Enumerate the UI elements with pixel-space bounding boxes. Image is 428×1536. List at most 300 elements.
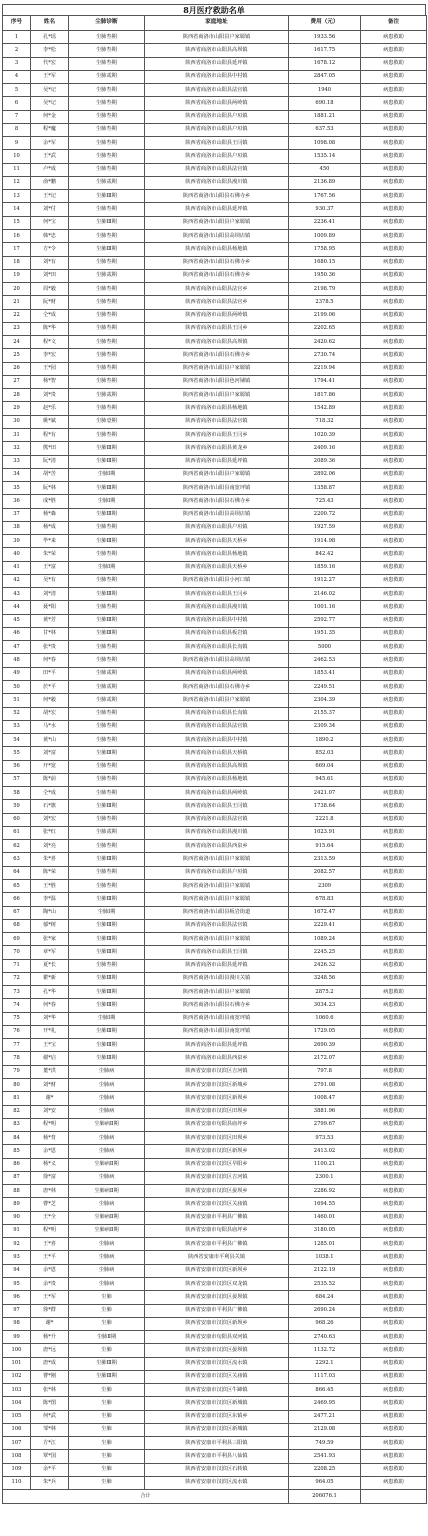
cost-amount: 3180.05 bbox=[289, 1224, 361, 1237]
cost-amount: 2229.41 bbox=[289, 919, 361, 932]
cost-amount: 2245.25 bbox=[289, 946, 361, 959]
diagnosis: 尘肺叁期 bbox=[69, 641, 145, 654]
row-index: 58 bbox=[3, 787, 31, 800]
table-row bbox=[3, 428, 427, 441]
diagnosis: 尘肺 bbox=[69, 1317, 145, 1330]
cost-amount: 2200.72 bbox=[289, 508, 361, 521]
table-row bbox=[3, 150, 427, 163]
patient-name: 王*全 bbox=[31, 1211, 69, 1224]
table-row bbox=[3, 442, 427, 455]
diagnosis: 尘肺病 bbox=[69, 1251, 145, 1264]
cost-amount: 842.42 bbox=[289, 548, 361, 561]
table-row bbox=[3, 959, 427, 972]
row-index: 20 bbox=[3, 283, 31, 296]
cost-amount: 1098.08 bbox=[289, 137, 361, 150]
row-index: 74 bbox=[3, 999, 31, 1012]
patient-name: 仝*成 bbox=[31, 309, 69, 322]
home-address: 陕西省商洛市山阳县高坝店镇 bbox=[145, 229, 289, 242]
diagnosis: 尘肺贰期 bbox=[69, 667, 145, 680]
table-row bbox=[3, 747, 427, 760]
cost-amount: 2413.02 bbox=[289, 1145, 361, 1158]
remark: 病患救助 bbox=[361, 1171, 427, 1184]
row-index: 32 bbox=[3, 442, 31, 455]
cost-amount: 1542.89 bbox=[289, 402, 361, 415]
row-index: 62 bbox=[3, 840, 31, 853]
home-address: 陕西省安康市汉滨区新坝乡 bbox=[145, 1145, 289, 1158]
diagnosis: 尘肺贰期 bbox=[69, 826, 145, 839]
cost-amount: 915.64 bbox=[289, 840, 361, 853]
home-address: 陕西省商洛市山阳县高坝镇 bbox=[145, 44, 289, 57]
header-index: 序号 bbox=[3, 16, 31, 31]
remark: 病患救助 bbox=[361, 44, 427, 57]
row-index: 38 bbox=[3, 521, 31, 534]
home-address: 陕西省商洛市山阳县杨地镇 bbox=[145, 548, 289, 561]
remark: 病患救助 bbox=[361, 1331, 427, 1344]
diagnosis: 尘肺叁期 bbox=[69, 296, 145, 309]
home-address: 陕西省商洛市山阳县南宽坪镇 bbox=[145, 1025, 289, 1038]
diagnosis: 尘肺病Ⅱ期 bbox=[69, 1158, 145, 1171]
cost-amount: 1912.27 bbox=[289, 574, 361, 587]
table-row bbox=[3, 176, 427, 189]
diagnosis: 尘肺 bbox=[69, 1463, 145, 1476]
remark: 病患救助 bbox=[361, 986, 427, 999]
patient-name: 程*明 bbox=[31, 1118, 69, 1131]
patient-name: 刘*财 bbox=[31, 1078, 69, 1091]
remark: 病患救助 bbox=[361, 57, 427, 70]
remark: 病患救助 bbox=[361, 641, 427, 654]
diagnosis: 尘肺叁期 bbox=[69, 773, 145, 786]
patient-name: 刘*付 bbox=[31, 203, 69, 216]
cost-amount: 2309.34 bbox=[289, 720, 361, 733]
patient-name: 刘*宏 bbox=[31, 813, 69, 826]
home-address: 陕西省商洛市山阳县户家塬镇 bbox=[145, 362, 289, 375]
cost-amount: 1001.16 bbox=[289, 601, 361, 614]
remark: 病患救助 bbox=[361, 508, 427, 521]
relief-list-table bbox=[2, 15, 427, 1504]
row-index: 90 bbox=[3, 1211, 31, 1224]
home-address: 陕西省商洛市山阳县西泉乡 bbox=[145, 1052, 289, 1065]
patient-name: 唐*远 bbox=[31, 1344, 69, 1357]
diagnosis: 尘肺贰期 bbox=[69, 681, 145, 694]
home-address: 陕西省商洛市山阳县南宽坪镇 bbox=[145, 1012, 289, 1025]
cost-amount: 2136.89 bbox=[289, 176, 361, 189]
home-address: 陕西省商洛市山阳县户家塬镇 bbox=[145, 694, 289, 707]
cost-amount: 749.59 bbox=[289, 1437, 361, 1450]
home-address: 陕西省商洛市山阳县户家塬镇 bbox=[145, 216, 289, 229]
cost-amount: 2462.53 bbox=[289, 654, 361, 667]
patient-name: 朱*荣 bbox=[31, 548, 69, 561]
cost-amount: 1859.16 bbox=[289, 561, 361, 574]
patient-name: 何*武 bbox=[31, 1410, 69, 1423]
home-address: 陕西省安康市汉滨区田坝乡 bbox=[145, 1132, 289, 1145]
row-index: 85 bbox=[3, 1145, 31, 1158]
remark: 病患救助 bbox=[361, 309, 427, 322]
cost-amount: 2690.24 bbox=[289, 1304, 361, 1317]
table-row bbox=[3, 163, 427, 176]
patient-name: 姚*斌 bbox=[31, 415, 69, 428]
patient-name: 王*军 bbox=[31, 1291, 69, 1304]
diagnosis: 尘肺叁期 bbox=[69, 574, 145, 587]
remark: 病患救助 bbox=[361, 296, 427, 309]
table-row bbox=[3, 455, 427, 468]
cost-amount: 2304.39 bbox=[289, 694, 361, 707]
remark: 病患救助 bbox=[361, 468, 427, 481]
remark: 病患救助 bbox=[361, 1025, 427, 1038]
cost-amount: 678.83 bbox=[289, 893, 361, 906]
diagnosis: 尘肺叁期 bbox=[69, 880, 145, 893]
row-index: 6 bbox=[3, 97, 31, 110]
table-row bbox=[3, 986, 427, 999]
remark: 病患救助 bbox=[361, 654, 427, 667]
diagnosis: 尘肺Ⅲ期 bbox=[69, 972, 145, 985]
diagnosis: 尘肺叁期 bbox=[69, 84, 145, 97]
diagnosis: 尘肺贰期 bbox=[69, 694, 145, 707]
remark: 病患救助 bbox=[361, 880, 427, 893]
patient-name: 张*贵 bbox=[31, 641, 69, 654]
table-row bbox=[3, 389, 427, 402]
cost-amount: 1008.47 bbox=[289, 1092, 361, 1105]
cost-amount: 1794.41 bbox=[289, 375, 361, 388]
diagnosis: 尘肺叁期 bbox=[69, 203, 145, 216]
home-address: 陕西省商洛市山阳县天桥乡 bbox=[145, 535, 289, 548]
remark: 病患救助 bbox=[361, 521, 427, 534]
table-header-row bbox=[3, 16, 427, 31]
home-address: 陕西省安康市汉滨区早阳乡 bbox=[145, 1158, 289, 1171]
remark: 病患救助 bbox=[361, 229, 427, 242]
row-index: 17 bbox=[3, 243, 31, 256]
diagnosis: 尘肺病 bbox=[69, 1065, 145, 1078]
header-address: 家庭地址 bbox=[145, 16, 289, 31]
patient-name: 熊*田 bbox=[31, 442, 69, 455]
diagnosis: 尘肺叁期 bbox=[69, 760, 145, 773]
row-index: 95 bbox=[3, 1277, 31, 1290]
table-row bbox=[3, 296, 427, 309]
cost-amount: 2799.67 bbox=[289, 1118, 361, 1131]
row-index: 40 bbox=[3, 548, 31, 561]
cost-amount: 1758.95 bbox=[289, 243, 361, 256]
home-address: 陕西省商洛市山阳县中村镇 bbox=[145, 734, 289, 747]
patient-name: 杨*育 bbox=[31, 1132, 69, 1145]
row-index: 64 bbox=[3, 866, 31, 879]
header-diagnosis: 尘肺诊断 bbox=[69, 16, 145, 31]
row-index: 12 bbox=[3, 176, 31, 189]
table-row bbox=[3, 283, 427, 296]
row-index: 73 bbox=[3, 986, 31, 999]
patient-name: 石*旗 bbox=[31, 800, 69, 813]
table-row bbox=[3, 946, 427, 959]
remark: 病患救助 bbox=[361, 919, 427, 932]
cost-amount: 2690.39 bbox=[289, 1039, 361, 1052]
remark: 病患救助 bbox=[361, 906, 427, 919]
patient-name: 开*礼 bbox=[31, 1025, 69, 1038]
home-address: 陕西省安康市汉滨区关庙镇 bbox=[145, 1198, 289, 1211]
cost-amount: 2208.25 bbox=[289, 1463, 361, 1476]
patient-name: 刘*亮 bbox=[31, 840, 69, 853]
cost-amount: 1358.87 bbox=[289, 482, 361, 495]
patient-name: 马*水 bbox=[31, 720, 69, 733]
cost-amount: 1089.24 bbox=[289, 933, 361, 946]
home-address: 陕西省商洛市山阳县石佛寺乡 bbox=[145, 495, 289, 508]
patient-name: 杨*森 bbox=[31, 508, 69, 521]
table-row bbox=[3, 362, 427, 375]
patient-name: 周*毅 bbox=[31, 283, 69, 296]
cost-amount: 1881.21 bbox=[289, 110, 361, 123]
home-address: 陕西省商洛市山阳县中村镇 bbox=[145, 614, 289, 627]
remark: 病患救助 bbox=[361, 760, 427, 773]
patient-name: 李*宏 bbox=[31, 349, 69, 362]
table-row bbox=[3, 1384, 427, 1397]
remark: 病患救助 bbox=[361, 1052, 427, 1065]
patient-name: 卢*成 bbox=[31, 163, 69, 176]
table-row bbox=[3, 1437, 427, 1450]
cost-amount: 1285.01 bbox=[289, 1238, 361, 1251]
diagnosis: 尘肺叁期 bbox=[69, 428, 145, 441]
cost-amount: 2892.06 bbox=[289, 468, 361, 481]
remark: 病患救助 bbox=[361, 667, 427, 680]
remark: 病患救助 bbox=[361, 1211, 427, 1224]
remark: 病患救助 bbox=[361, 389, 427, 402]
row-index: 71 bbox=[3, 959, 31, 972]
table-row bbox=[3, 1039, 427, 1052]
remark: 病患救助 bbox=[361, 614, 427, 627]
patient-name: 张*红 bbox=[31, 826, 69, 839]
row-index: 26 bbox=[3, 362, 31, 375]
cost-amount: 1617.75 bbox=[289, 44, 361, 57]
cost-amount: 2409.16 bbox=[289, 442, 361, 455]
cost-amount: 968.26 bbox=[289, 1317, 361, 1330]
remark: 病患救助 bbox=[361, 800, 427, 813]
home-address: 陕西省商洛市山阳县石佛寺乡 bbox=[145, 269, 289, 282]
diagnosis: 尘肺病Ⅱ期 bbox=[69, 1224, 145, 1237]
cost-amount: 690.18 bbox=[289, 97, 361, 110]
table-row bbox=[3, 402, 427, 415]
cost-amount: 2420.62 bbox=[289, 336, 361, 349]
patient-name: 吴*有 bbox=[31, 574, 69, 587]
remark: 病患救助 bbox=[361, 455, 427, 468]
patient-name: 程*明 bbox=[31, 1224, 69, 1237]
cost-amount: 1020.39 bbox=[289, 428, 361, 441]
patient-name: 徐*富 bbox=[31, 1171, 69, 1184]
diagnosis: 尘肺Ⅲ期 bbox=[69, 442, 145, 455]
home-address: 陕西省安康市汉滨区流水镇 bbox=[145, 1357, 289, 1370]
cost-amount: 5000 bbox=[289, 641, 361, 654]
table-row bbox=[3, 627, 427, 640]
home-address: 陕西省商洛市山阳县延坪镇 bbox=[145, 1039, 289, 1052]
remark: 病患救助 bbox=[361, 137, 427, 150]
table-row bbox=[3, 641, 427, 654]
table-row bbox=[3, 1092, 427, 1105]
table-row bbox=[3, 773, 427, 786]
remark: 病患救助 bbox=[361, 97, 427, 110]
cost-amount: 1694.55 bbox=[289, 1198, 361, 1211]
home-address: 陕西省商洛市山阳县法官镇 bbox=[145, 919, 289, 932]
diagnosis: 尘肺Ⅲ期 bbox=[69, 1025, 145, 1038]
home-address: 陕西省商洛市山阳县高坝店镇 bbox=[145, 508, 289, 521]
cost-amount: 945.61 bbox=[289, 773, 361, 786]
table-row bbox=[3, 800, 427, 813]
table-row bbox=[3, 1344, 427, 1357]
home-address: 陕西省商洛市山阳县杨地镇 bbox=[145, 243, 289, 256]
cost-amount: 797.8 bbox=[289, 1065, 361, 1078]
diagnosis: 尘肺叁期 bbox=[69, 256, 145, 269]
diagnosis: 尘肺 bbox=[69, 1450, 145, 1463]
remark: 病患救助 bbox=[361, 1105, 427, 1118]
patient-name: 陈*华 bbox=[31, 322, 69, 335]
home-address: 陕西省安康市旬阳县庙坪乡 bbox=[145, 1118, 289, 1131]
remark: 病患救助 bbox=[361, 1251, 427, 1264]
remark: 病患救助 bbox=[361, 1039, 427, 1052]
home-address: 陕西省商洛市山阳县高坝镇 bbox=[145, 760, 289, 773]
patient-name: 阮*财 bbox=[31, 296, 69, 309]
home-address: 陕西省商洛市山阳县延坪镇 bbox=[145, 57, 289, 70]
diagnosis: 尘肺Ⅲ期 bbox=[69, 1039, 145, 1052]
remark: 病患救助 bbox=[361, 31, 427, 44]
remark: 病患救助 bbox=[361, 150, 427, 163]
home-address: 陕西省商洛市山阳县石佛寺乡 bbox=[145, 190, 289, 203]
remark: 病患救助 bbox=[361, 322, 427, 335]
cost-amount: 3881.96 bbox=[289, 1105, 361, 1118]
patient-name: 唐*成 bbox=[31, 1357, 69, 1370]
remark: 病患救助 bbox=[361, 946, 427, 959]
cost-amount: 2421.07 bbox=[289, 787, 361, 800]
cost-amount: 866.45 bbox=[289, 1384, 361, 1397]
table-row bbox=[3, 1105, 427, 1118]
home-address: 陕西省商洛市山阳县王闫镇 bbox=[145, 946, 289, 959]
home-address: 陕西省安康市平利县关镇 bbox=[145, 1251, 289, 1264]
table-row bbox=[3, 1317, 427, 1330]
table-row bbox=[3, 375, 427, 388]
cost-amount: 1009.89 bbox=[289, 229, 361, 242]
diagnosis: 尘肺 bbox=[69, 1344, 145, 1357]
diagnosis: 尘肺Ⅲ期 bbox=[69, 800, 145, 813]
remark: 病患救助 bbox=[361, 362, 427, 375]
home-address: 陕西省商洛市山阳县户家塬镇 bbox=[145, 31, 289, 44]
diagnosis: 尘肺病Ⅱ期 bbox=[69, 1118, 145, 1131]
patient-name: 毕*来 bbox=[31, 535, 69, 548]
home-address: 陕西省商洛市山阳县漫川镇 bbox=[145, 601, 289, 614]
cost-amount: 973.53 bbox=[289, 1132, 361, 1145]
home-address: 陕西省商洛市山阳县石佛寺乡 bbox=[145, 999, 289, 1012]
row-index: 4 bbox=[3, 70, 31, 83]
patient-name: 刘*清 bbox=[31, 588, 69, 601]
row-index: 80 bbox=[3, 1078, 31, 1091]
cost-amount: 1132.72 bbox=[289, 1344, 361, 1357]
row-index: 22 bbox=[3, 309, 31, 322]
remark: 病患救助 bbox=[361, 402, 427, 415]
diagnosis: 尘肺叁期 bbox=[69, 375, 145, 388]
patient-name: 何*宝 bbox=[31, 216, 69, 229]
table-row bbox=[3, 229, 427, 242]
row-index: 75 bbox=[3, 1012, 31, 1025]
remark: 病患救助 bbox=[361, 203, 427, 216]
table-row bbox=[3, 588, 427, 601]
table-row bbox=[3, 415, 427, 428]
cost-amount: 1940 bbox=[289, 84, 361, 97]
home-address: 陕西省商洛市山阳县板岩镇 bbox=[145, 627, 289, 640]
cost-amount: 2535.52 bbox=[289, 1277, 361, 1290]
cost-amount: 2155.37 bbox=[289, 707, 361, 720]
cost-amount: 3034.23 bbox=[289, 999, 361, 1012]
cost-amount: 2426.32 bbox=[289, 959, 361, 972]
remark: 病患救助 bbox=[361, 375, 427, 388]
cost-amount: 1678.12 bbox=[289, 57, 361, 70]
table-row bbox=[3, 933, 427, 946]
home-address: 陕西省安康市平利县广佛镇 bbox=[145, 1238, 289, 1251]
row-index: 99 bbox=[3, 1331, 31, 1344]
diagnosis: 尘肺 bbox=[69, 1437, 145, 1450]
table-row bbox=[3, 972, 427, 985]
cost-amount: 1817.86 bbox=[289, 389, 361, 402]
row-index: 2 bbox=[3, 44, 31, 57]
diagnosis: 尘肺叁期 bbox=[69, 150, 145, 163]
home-address: 陕西省商洛市山阳县户家塬镇 bbox=[145, 986, 289, 999]
remark: 病患救助 bbox=[361, 216, 427, 229]
row-index: 89 bbox=[3, 1198, 31, 1211]
row-index: 101 bbox=[3, 1357, 31, 1370]
remark: 病患救助 bbox=[361, 1158, 427, 1171]
home-address: 陕西省商洛市山阳县石佛寺乡 bbox=[145, 349, 289, 362]
cost-amount: 1535.14 bbox=[289, 150, 361, 163]
diagnosis: 尘肺Ⅲ期 bbox=[69, 627, 145, 640]
cost-amount: 2313.59 bbox=[289, 853, 361, 866]
patient-name: 何*春 bbox=[31, 654, 69, 667]
patient-name: 阮*林 bbox=[31, 482, 69, 495]
row-index: 108 bbox=[3, 1450, 31, 1463]
diagnosis: 尘肺叁期 bbox=[69, 31, 145, 44]
remark: 病患救助 bbox=[361, 999, 427, 1012]
patient-name: 张*家 bbox=[31, 933, 69, 946]
row-index: 68 bbox=[3, 919, 31, 932]
cost-amount: 2730.74 bbox=[289, 349, 361, 362]
table-row bbox=[3, 694, 427, 707]
table-row bbox=[3, 866, 427, 879]
row-index: 79 bbox=[3, 1065, 31, 1078]
diagnosis: 尘肺贰期 bbox=[69, 269, 145, 282]
table-row bbox=[3, 309, 427, 322]
diagnosis: 尘肺 bbox=[69, 1304, 145, 1317]
cost-amount: 2847.05 bbox=[289, 70, 361, 83]
patient-name: 余*平 bbox=[31, 1463, 69, 1476]
row-index: 39 bbox=[3, 535, 31, 548]
patient-name: 吴*记 bbox=[31, 97, 69, 110]
cost-amount: 2122.19 bbox=[289, 1264, 361, 1277]
remark: 病患救助 bbox=[361, 548, 427, 561]
header-name: 姓名 bbox=[31, 16, 69, 31]
cost-amount: 2221.8 bbox=[289, 813, 361, 826]
home-address: 陕西省安康市汉滨区石转镇 bbox=[145, 1463, 289, 1476]
remark: 病患救助 bbox=[361, 84, 427, 97]
patient-name: 陈*荣 bbox=[31, 866, 69, 879]
patient-name: 胡*宏 bbox=[31, 707, 69, 720]
diagnosis: 尘肺病 bbox=[69, 1277, 145, 1290]
row-index: 65 bbox=[3, 880, 31, 893]
home-address: 陕西省商洛市山阳县户垣镇 bbox=[145, 110, 289, 123]
home-address: 陕西省商洛市山阳县西泉乡 bbox=[145, 840, 289, 853]
remark: 病患救助 bbox=[361, 694, 427, 707]
remark: 病患救助 bbox=[361, 1410, 427, 1423]
patient-name: 李*松 bbox=[31, 44, 69, 57]
remark: 病患救助 bbox=[361, 190, 427, 203]
cost-amount: 2219.94 bbox=[289, 362, 361, 375]
patient-name: 胡*苦 bbox=[31, 468, 69, 481]
row-index: 109 bbox=[3, 1463, 31, 1476]
table-row bbox=[3, 1463, 427, 1476]
table-row bbox=[3, 574, 427, 587]
patient-name: 程*文 bbox=[31, 336, 69, 349]
patient-name: 章*军 bbox=[31, 946, 69, 959]
home-address: 陕西省商洛市山阳县王闫乡 bbox=[145, 322, 289, 335]
diagnosis: 尘肺Ⅲ期 bbox=[69, 1357, 145, 1370]
